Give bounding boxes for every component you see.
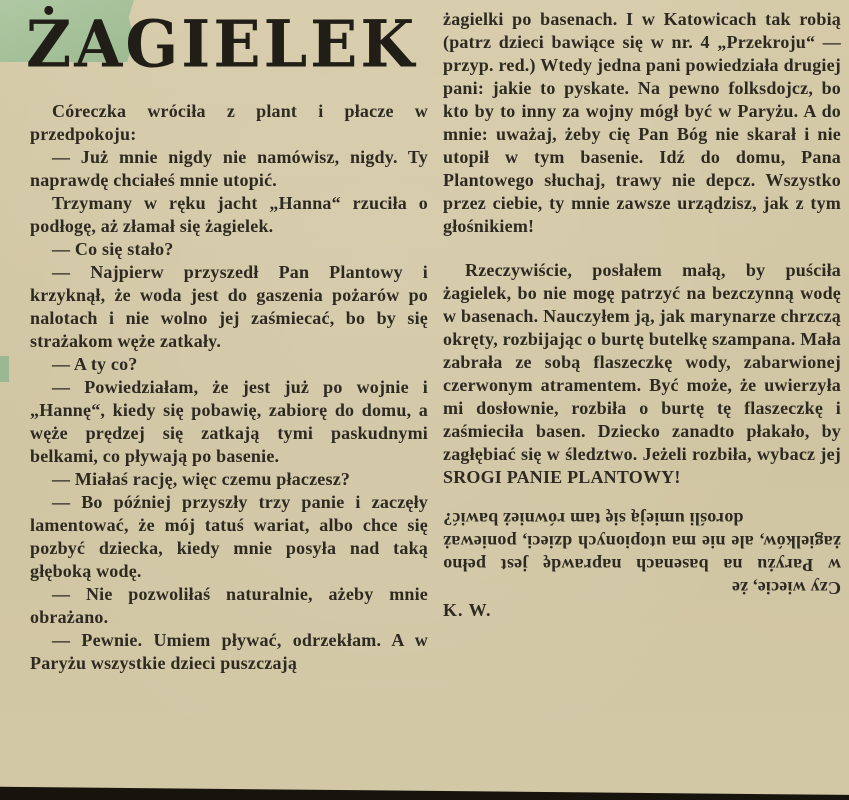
paragraph: Córeczka wróciła z plant i płacze w przedpokoju:	[30, 101, 428, 144]
author-signature: K. W.	[443, 600, 492, 620]
green-edge-mark	[0, 356, 9, 382]
paragraph: żagielki po basenach. I w Katowicach tak robią (patrz dzieci bawiące się w nr. 4 „Przekroju“ — przyp. red.) Wtedy jedna pani powiedziała drugiej pani: jakie to pyskate. Na pewno folksdojcz, bo kto by to inny za wojny mógł być w Paryżu. A do mnie: uważaj, żeby cię Pan Bóg nie skarał i nie utopił w tym basenie. Idź do domu, Pana Plantowego słuchaj, trawy nie depcz. Wszystko przez ciebie, ty mnie zawsze urządzisz, jak z tym głośnikiem!	[443, 9, 841, 236]
paragraph: — Najpierw przyszedł Pan Plantowy i krzyknął, że woda jest do gaszenia pożarów po nalotach i nie wolno jej zaśmiecać, bo by się strażakom węże zatkały.	[30, 262, 428, 351]
paragraph: — Nie pozwoliłaś naturalnie, ażeby mnie obrażano.	[30, 584, 428, 627]
paragraph: — Miałaś rację, więc czemu płaczesz?	[52, 469, 351, 489]
article-title: ŻAGIELEK	[26, 6, 418, 83]
flipped-note-body: w Paryżu na basenach naprawdę jest pełno żagielków, ale nie ma utopionych dzieci, ponieważ dorośli umieją się tam również bawić?	[443, 509, 841, 575]
paragraph: — Bo później przyszły trzy panie i zaczęły lamentować, że mój tatuś wariat, albo chce się pozbyć dziecka, kiedy mnie posyła nad taką głęboką wodę.	[30, 492, 428, 581]
flipped-note-intro: Czy wiecie, że	[731, 578, 841, 598]
paragraph: Trzymany w ręku jacht „Hanna“ rzuciła o podłogę, aż złamał się żagielek.	[30, 193, 428, 236]
right-column	[443, 8, 841, 622]
left-column	[30, 100, 428, 675]
paragraph: Rzeczywiście, posłałem małą, by puściła żagielek, bo nie mogę patrzyć na bezczynną wodę w basenach. Nauczyłem ją, jak marynarze chrzczą okręty, rozbijając o burtę butelkę szampana. Mała zabrała ze sobą flaszeczkę wody, zabarwionej czerwonym atramentem. Być może, że uwierzyła mi dosłownie, rozbiła o burtę tę flaszeczkę i zaśmieciła basen. Dziecko zanadto płakało, by zagłębiać się w śledztwo. Jeżeli rozbiła, wybacz jej SROGI PANIE PLANTOWY!	[443, 260, 841, 487]
right-column-text	[443, 8, 841, 489]
paragraph: — Co się stało?	[52, 239, 174, 259]
paragraph: — Powiedziałam, że jest już po wojnie i „Hannę“, kiedy się pobawię, zabiorę do domu, a węże prędzej się zatkają tymi paskudnymi belkami, co pływają po basenie.	[30, 377, 428, 466]
scan-bottom-edge	[0, 787, 849, 800]
paragraph: — Pewnie. Umiem pływać, odrzekłam. A w Paryżu wszystkie dzieci puszczają	[30, 630, 428, 673]
flipped-note	[443, 507, 841, 599]
paragraph: — A ty co?	[52, 354, 138, 374]
paragraph: — Już mnie nigdy nie namówisz, nigdy. Ty naprawdę chciałeś mnie utopić.	[30, 147, 428, 190]
